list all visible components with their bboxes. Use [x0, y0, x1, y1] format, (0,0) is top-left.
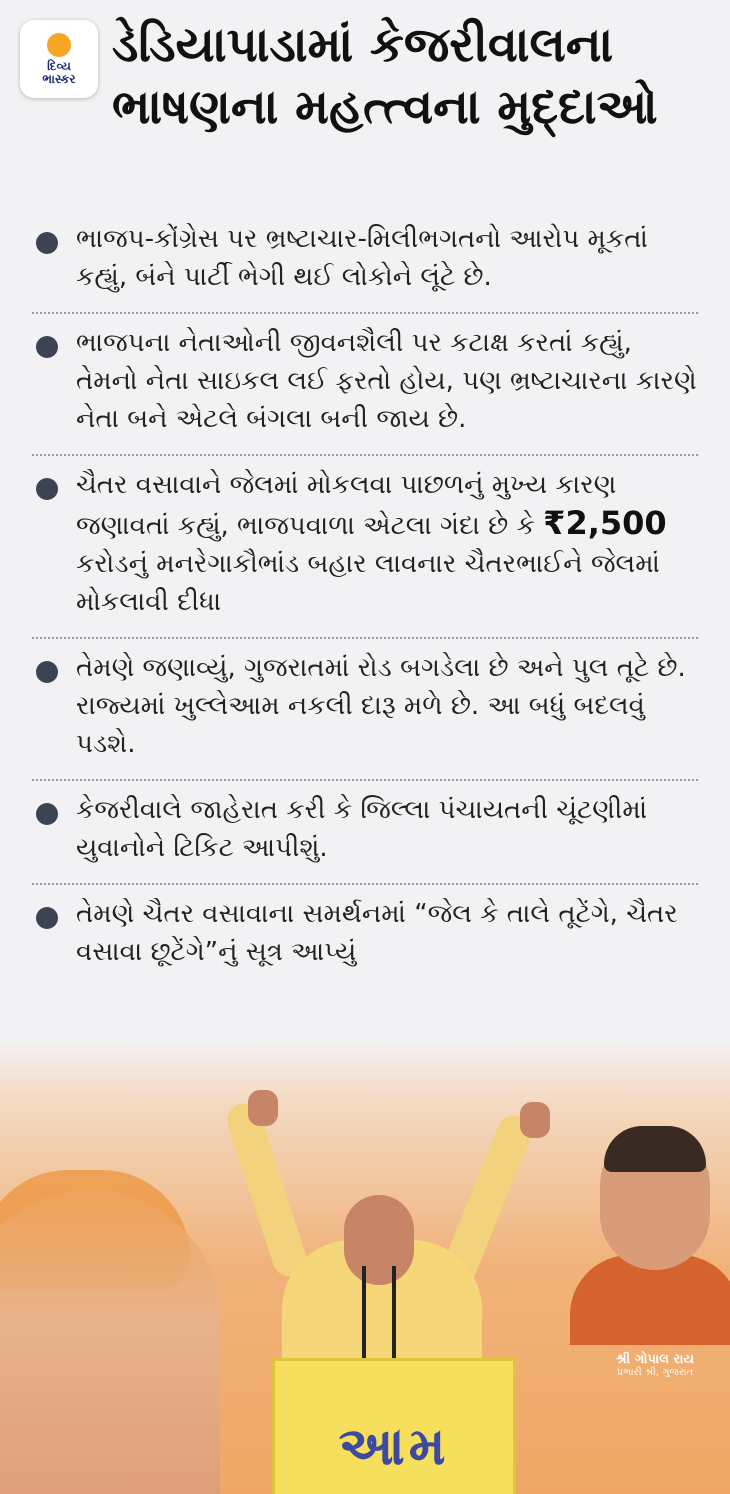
point-text: ભાજપના નેતાઓની જીવનશૈલી પર કટાક્ષ કરતાં કહ્યું, તેમનો નેતા સાઇકલ લઈ ફરતો હોય, પણ ભ્રષ્ટાચારના કારણે નેતા બને એટલે બંગલા બની જાય છે.	[76, 328, 697, 434]
bullet-icon	[36, 661, 58, 683]
point-item	[32, 314, 698, 456]
point-text: ભાજપ-કોંગ્રેસ પર ભ્રષ્ટાચાર-મિલીભગતનો આરોપ મૂકતાં કહ્યું, બંને પાર્ટી ભેગી થઈ લોકોને લૂંટે છે.	[76, 224, 648, 292]
bullet-icon	[36, 907, 58, 929]
background-person-left-body	[0, 1190, 220, 1494]
point-item	[32, 781, 698, 885]
poster-title: પ્રભારી શ્રી, ગુજરાત	[616, 1367, 694, 1378]
bullet-icon	[36, 478, 58, 500]
amount-highlight: ₹2,500	[543, 504, 667, 542]
logo-text-line2: ભાસ્કર	[42, 71, 76, 86]
logo-text-line1: દિવ્ય	[47, 58, 71, 73]
sun-icon	[47, 33, 71, 57]
point-item	[32, 456, 698, 639]
point-text: તેમણે ચૈતર વસાવાના સમર્થનમાં “જેલ કે તાલે તૂટેંગે, ચૈતર વસાવા છૂટેંગે”નું સૂત્ર આપ્યું	[76, 899, 678, 967]
microphone-icon	[392, 1266, 396, 1362]
speaker-left-arm	[223, 1099, 311, 1281]
point-text: ચૈતર વસાવાને જેલમાં મોકલવા પાછળનું મુખ્ય કારણ જણાવતાં કહ્યું, ભાજપવાળા એટલા ગંદા છે કે	[76, 470, 617, 541]
point-item	[32, 210, 698, 314]
bullet-icon	[36, 336, 58, 358]
poster-name: શ્રી ગોપાલ રાય	[615, 1352, 695, 1367]
divya-bhaskar-logo[interactable]	[20, 20, 98, 98]
header	[0, 0, 730, 190]
poster-person-hair	[604, 1126, 706, 1172]
speaker-head	[344, 1195, 414, 1285]
point-text: તેમણે જણાવ્યું, ગુજરાતમાં રોડ બગડેલા છે અને પુલ તૂટે છે. રાજ્યમાં ખુલ્લેઆમ નકલી દારૂ મળે છે. આ બધું બદલવું પડશે.	[76, 653, 686, 759]
point-item	[32, 639, 698, 781]
bullet-icon	[36, 803, 58, 825]
point-item	[32, 885, 698, 987]
speaker-right-fist	[520, 1102, 550, 1138]
point-text-after: કરોડનું મનરેગાકૌભાંડ બહાર લાવનાર ચૈતરભાઈને જેલમાં મોકલાવી દીધા	[76, 549, 660, 617]
microphone-icon	[362, 1266, 366, 1362]
point-text: કેજરીવાલે જાહેરાત કરી કે જિલ્લા પંચાયતની ચૂંટણીમાં યુવાનોને ટિકિટ આપીશું.	[76, 795, 648, 863]
rally-photo	[0, 1040, 730, 1494]
podium	[272, 1358, 516, 1494]
key-points-list	[32, 210, 698, 987]
speaker-left-fist	[248, 1090, 278, 1126]
podium-text: આમ	[338, 1417, 450, 1477]
poster-name-tag	[600, 1352, 710, 1378]
headline: ડેડિયાપાડામાં કેજરીવાલના ભાષણના મહત્ત્વના મુદ્દાઓ	[112, 17, 658, 135]
bullet-icon	[36, 232, 58, 254]
